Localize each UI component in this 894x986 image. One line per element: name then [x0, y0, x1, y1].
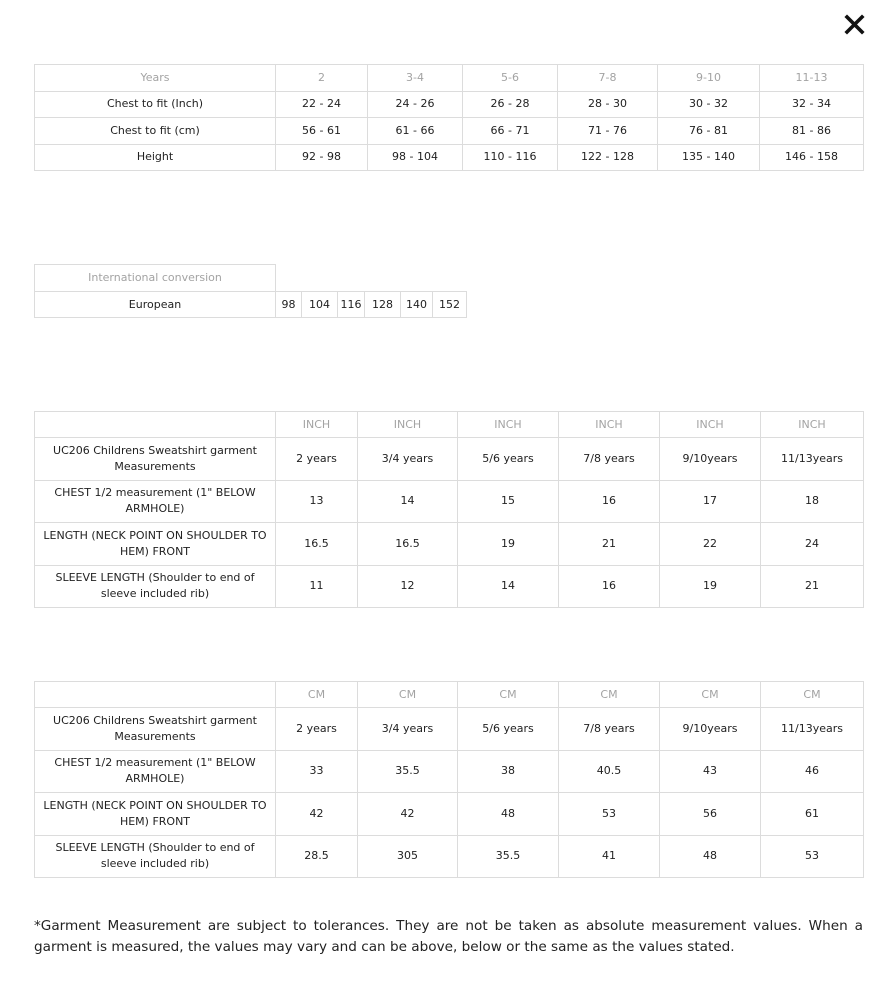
header-cell: INCH [660, 412, 761, 438]
header-cell: International conversion [35, 265, 276, 292]
header-cell: 2 [276, 65, 368, 92]
table-cell: 104 [302, 292, 338, 318]
table-cell: 14 [358, 480, 458, 523]
header-cell: 3-4 [368, 65, 463, 92]
table-cell: 140 [401, 292, 433, 318]
table-cell: 116 [338, 292, 365, 318]
table-cell: 21 [761, 565, 864, 608]
table-cell: 76 - 81 [658, 118, 760, 145]
row-label: UC206 Childrens Sweatshirt garment Measurements [35, 438, 276, 481]
row-label: Height [35, 144, 276, 171]
empty-cell [276, 265, 467, 292]
table-row [35, 144, 864, 171]
table-cell: 17 [660, 480, 761, 523]
table-cell: 32 - 34 [760, 91, 864, 118]
table-row [35, 793, 864, 836]
table-cell: 3/4 years [358, 708, 458, 751]
table-cell: 30 - 32 [658, 91, 760, 118]
close-icon [842, 12, 868, 38]
row-label: CHEST 1/2 measurement (1" BELOW ARMHOLE) [35, 750, 276, 793]
tolerance-note: *Garment Measurement are subject to tolerances. They are not be taken as absolute measurement values. When a garment is measured, the values may vary and can be above, below or the same as the values stated. [34, 918, 863, 955]
table-header-row [35, 682, 864, 708]
table-cell: 16.5 [358, 523, 458, 566]
table-cell: 7/8 years [559, 438, 660, 481]
header-cell: INCH [559, 412, 660, 438]
table-cell: 15 [458, 480, 559, 523]
table-row [35, 708, 864, 751]
header-cell: CM [761, 682, 864, 708]
row-label: LENGTH (NECK POINT ON SHOULDER TO HEM) FRONT [35, 793, 276, 836]
table-cell: 61 [761, 793, 864, 836]
table-cell: 16.5 [276, 523, 358, 566]
row-label: Chest to fit (cm) [35, 118, 276, 145]
header-cell [35, 682, 276, 708]
international-conversion-table [34, 264, 467, 318]
table-header-row [35, 65, 864, 92]
table-cell: 11 [276, 565, 358, 608]
table-cell: 13 [276, 480, 358, 523]
row-label: European [35, 292, 276, 318]
table-cell: 42 [276, 793, 358, 836]
table-cell: 53 [559, 793, 660, 836]
header-cell: CM [559, 682, 660, 708]
size-chart-table [34, 64, 864, 171]
table-cell: 43 [660, 750, 761, 793]
table-cell: 12 [358, 565, 458, 608]
table-row [35, 91, 864, 118]
header-cell: INCH [761, 412, 864, 438]
table-row [35, 750, 864, 793]
table-cell: 35.5 [358, 750, 458, 793]
table-cell: 48 [458, 793, 559, 836]
header-cell: INCH [276, 412, 358, 438]
table-cell: 9/10years [660, 708, 761, 751]
table-cell: 48 [660, 835, 761, 878]
table-row [35, 480, 864, 523]
table-cell: 16 [559, 480, 660, 523]
table-cell: 122 - 128 [558, 144, 658, 171]
table-row [35, 565, 864, 608]
row-label: CHEST 1/2 measurement (1" BELOW ARMHOLE) [35, 480, 276, 523]
table-cell: 98 - 104 [368, 144, 463, 171]
header-cell: 11-13 [760, 65, 864, 92]
table-cell: 128 [365, 292, 401, 318]
table-cell: 35.5 [458, 835, 559, 878]
cm-measurements-table [34, 681, 864, 878]
table-cell: 46 [761, 750, 864, 793]
header-cell: Years [35, 65, 276, 92]
header-cell [35, 412, 276, 438]
row-label: SLEEVE LENGTH (Shoulder to end of sleeve included rib) [35, 835, 276, 878]
table-cell: 53 [761, 835, 864, 878]
table-row [35, 835, 864, 878]
table-row [35, 292, 467, 318]
table-cell: 24 [761, 523, 864, 566]
header-cell: CM [458, 682, 559, 708]
table-cell: 7/8 years [559, 708, 660, 751]
row-label: UC206 Childrens Sweatshirt garment Measurements [35, 708, 276, 751]
table-cell: 98 [276, 292, 302, 318]
table-row [35, 438, 864, 481]
table-cell: 19 [458, 523, 559, 566]
table-row [35, 118, 864, 145]
table-cell: 11/13years [761, 438, 864, 481]
table-cell: 33 [276, 750, 358, 793]
close-button[interactable] [842, 12, 868, 38]
table-cell: 305 [358, 835, 458, 878]
table-cell: 18 [761, 480, 864, 523]
table-cell: 16 [559, 565, 660, 608]
header-cell: CM [276, 682, 358, 708]
header-cell: CM [660, 682, 761, 708]
table-cell: 22 [660, 523, 761, 566]
table-cell: 19 [660, 565, 761, 608]
table-cell: 21 [559, 523, 660, 566]
row-label: LENGTH (NECK POINT ON SHOULDER TO HEM) FRONT [35, 523, 276, 566]
table-cell: 56 - 61 [276, 118, 368, 145]
table-cell: 9/10years [660, 438, 761, 481]
row-label: Chest to fit (Inch) [35, 91, 276, 118]
table-cell: 92 - 98 [276, 144, 368, 171]
table-cell: 14 [458, 565, 559, 608]
header-cell: INCH [358, 412, 458, 438]
header-cell: CM [358, 682, 458, 708]
table-cell: 135 - 140 [658, 144, 760, 171]
table-cell: 2 years [276, 708, 358, 751]
table-cell: 110 - 116 [463, 144, 558, 171]
table-cell: 61 - 66 [368, 118, 463, 145]
header-cell: INCH [458, 412, 559, 438]
table-cell: 38 [458, 750, 559, 793]
header-cell: 7-8 [558, 65, 658, 92]
table-header-row [35, 265, 467, 292]
table-cell: 2 years [276, 438, 358, 481]
header-cell: 9-10 [658, 65, 760, 92]
table-row [35, 523, 864, 566]
table-cell: 11/13years [761, 708, 864, 751]
table-cell: 5/6 years [458, 708, 559, 751]
table-cell: 41 [559, 835, 660, 878]
header-cell: 5-6 [463, 65, 558, 92]
table-cell: 42 [358, 793, 458, 836]
table-cell: 152 [433, 292, 467, 318]
row-label: SLEEVE LENGTH (Shoulder to end of sleeve included rib) [35, 565, 276, 608]
table-cell: 26 - 28 [463, 91, 558, 118]
table-cell: 66 - 71 [463, 118, 558, 145]
table-cell: 28 - 30 [558, 91, 658, 118]
table-cell: 146 - 158 [760, 144, 864, 171]
table-cell: 56 [660, 793, 761, 836]
inch-measurements-table [34, 411, 864, 608]
table-cell: 3/4 years [358, 438, 458, 481]
table-cell: 71 - 76 [558, 118, 658, 145]
table-cell: 24 - 26 [368, 91, 463, 118]
table-cell: 22 - 24 [276, 91, 368, 118]
table-header-row [35, 412, 864, 438]
table-cell: 81 - 86 [760, 118, 864, 145]
table-cell: 28.5 [276, 835, 358, 878]
table-cell: 5/6 years [458, 438, 559, 481]
table-cell: 40.5 [559, 750, 660, 793]
